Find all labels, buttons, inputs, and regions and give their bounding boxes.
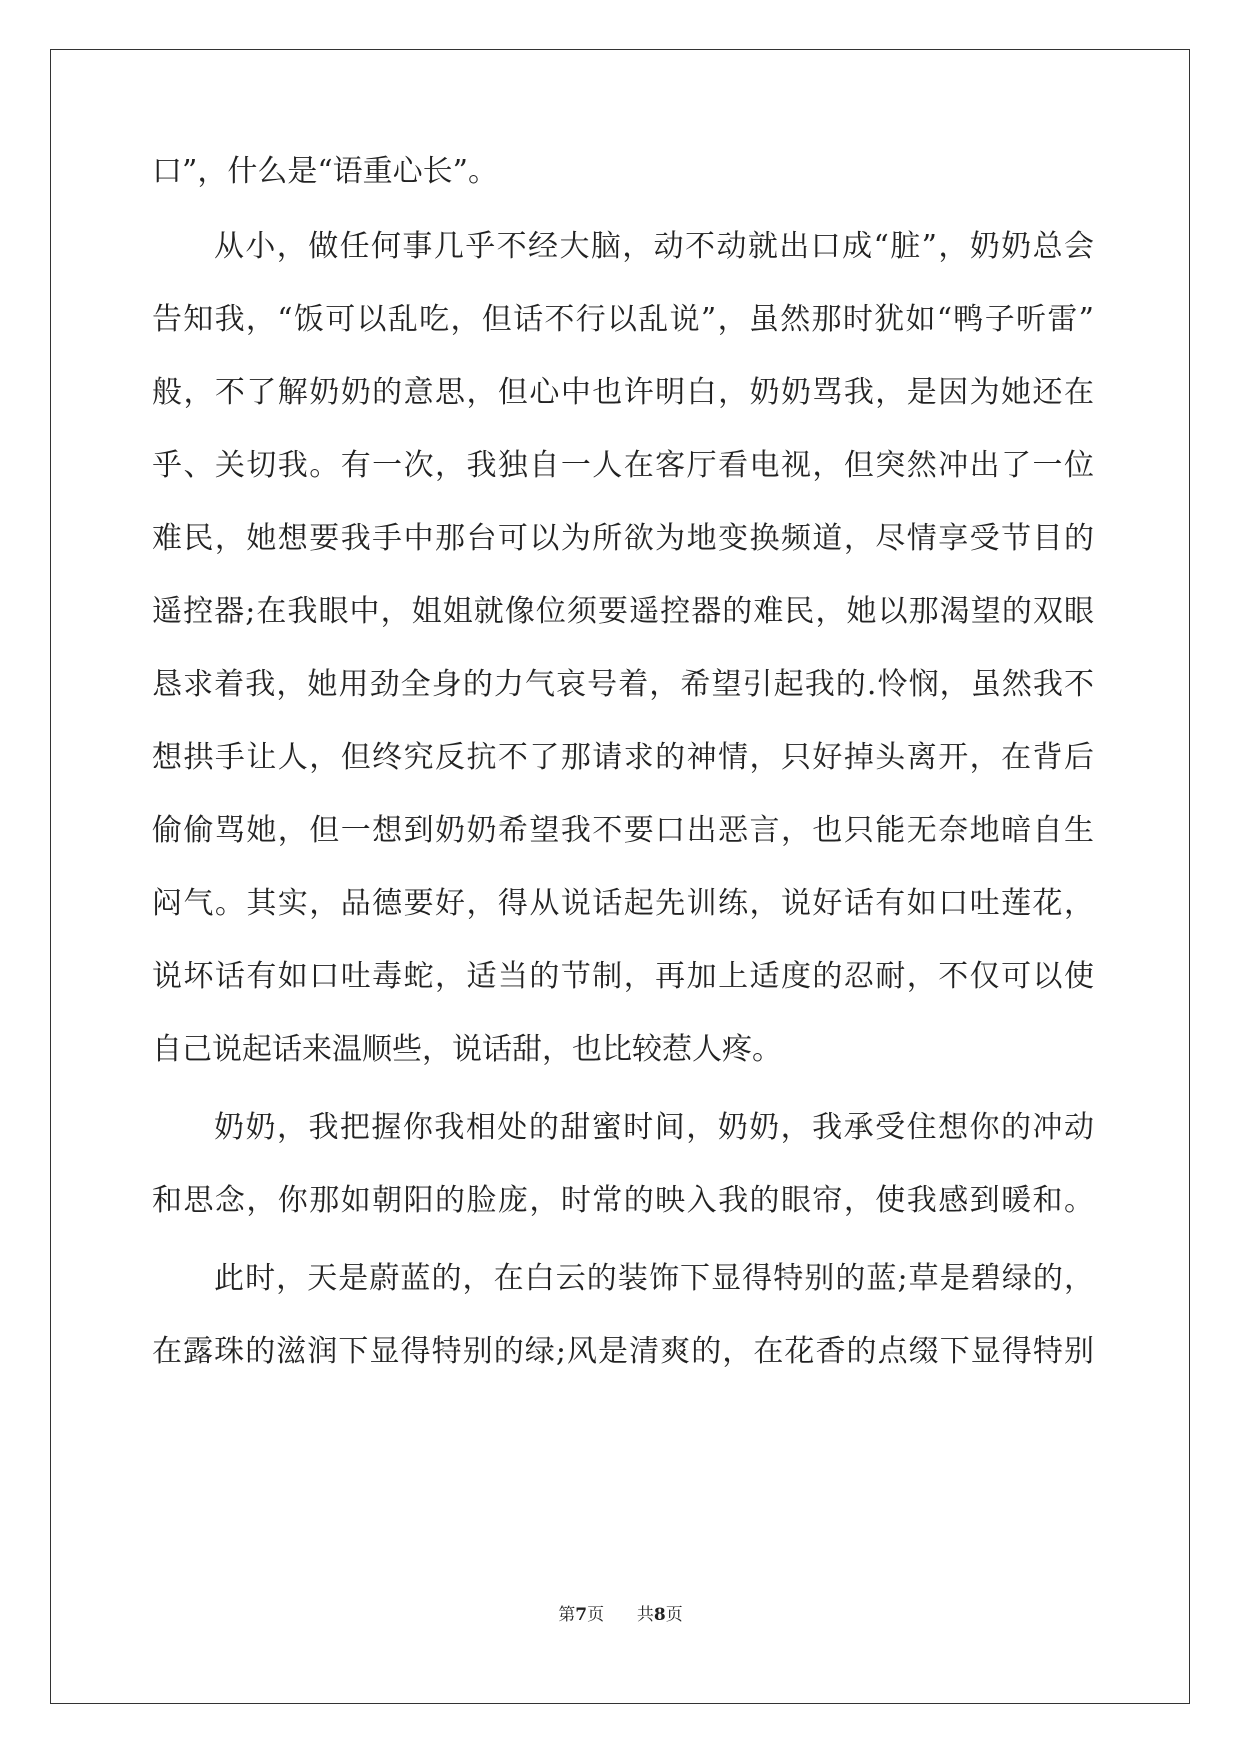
- total-suffix: 页: [665, 1605, 683, 1625]
- text-line-11: 闷气。其实，品德要好，得从说话起先训练，说好话有如口吐莲花，: [152, 886, 1094, 921]
- page-suffix: 页: [587, 1605, 605, 1625]
- text-line-14: 奶奶，我把握你我相处的甜蜜时间，奶奶，我承受住想你的冲动: [214, 1110, 1094, 1145]
- text-line-3: 告知我，“饭可以乱吃，但话不行以乱说”，虽然那时犹如“鸭子听雷”: [152, 302, 1094, 337]
- text-line-2: 从小，做任何事几乎不经大脑，动不动就出口成“脏”，奶奶总会: [214, 229, 1094, 264]
- text-line-17: 在露珠的滋润下显得特别的绿;风是清爽的，在花香的点缀下显得特别: [152, 1334, 1094, 1369]
- page-footer: [0, 1600, 1241, 1625]
- total-prefix: 共: [636, 1605, 654, 1625]
- page-total: 8: [653, 1605, 666, 1625]
- page-border: [50, 49, 1190, 1704]
- text-line-1: 口”，什么是“语重心长”。: [152, 154, 499, 189]
- text-line-6: 难民，她想要我手中那台可以为所欲为地变换频道，尽情享受节目的: [152, 521, 1094, 556]
- text-line-10: 偷偷骂她，但一想到奶奶希望我不要口出恶言，也只能无奈地暗自生: [152, 813, 1094, 848]
- text-line-7: 遥控器;在我眼中，姐姐就像位须要遥控器的难民，她以那渴望的双眼: [152, 594, 1094, 629]
- text-line-15: 和思念，你那如朝阳的脸庞，时常的映入我的眼帘，使我感到暖和。: [152, 1183, 1094, 1218]
- text-line-12: 说坏话有如口吐毒蛇，适当的节制，再加上适度的忍耐，不仅可以使: [152, 959, 1094, 994]
- text-line-8: 恳求着我，她用劲全身的力气哀号着，希望引起我的.怜悯，虽然我不: [152, 667, 1094, 702]
- text-line-5: 乎、关切我。有一次，我独自一人在客厅看电视，但突然冲出了一位: [152, 448, 1094, 483]
- text-line-9: 想拱手让人，但终究反抗不了那请求的神情，只好掉头离开，在背后: [152, 740, 1094, 775]
- text-line-16: 此时，天是蔚蓝的，在白云的装饰下显得特别的蓝;草是碧绿的，: [214, 1261, 1094, 1296]
- page-prefix: 第: [558, 1605, 576, 1625]
- page-current: 7: [575, 1605, 588, 1625]
- text-line-4: 般，不了解奶奶的意思，但心中也许明白，奶奶骂我，是因为她还在: [152, 375, 1094, 410]
- text-line-13: 自己说起话来温顺些，说话甜，也比较惹人疼。: [152, 1032, 782, 1067]
